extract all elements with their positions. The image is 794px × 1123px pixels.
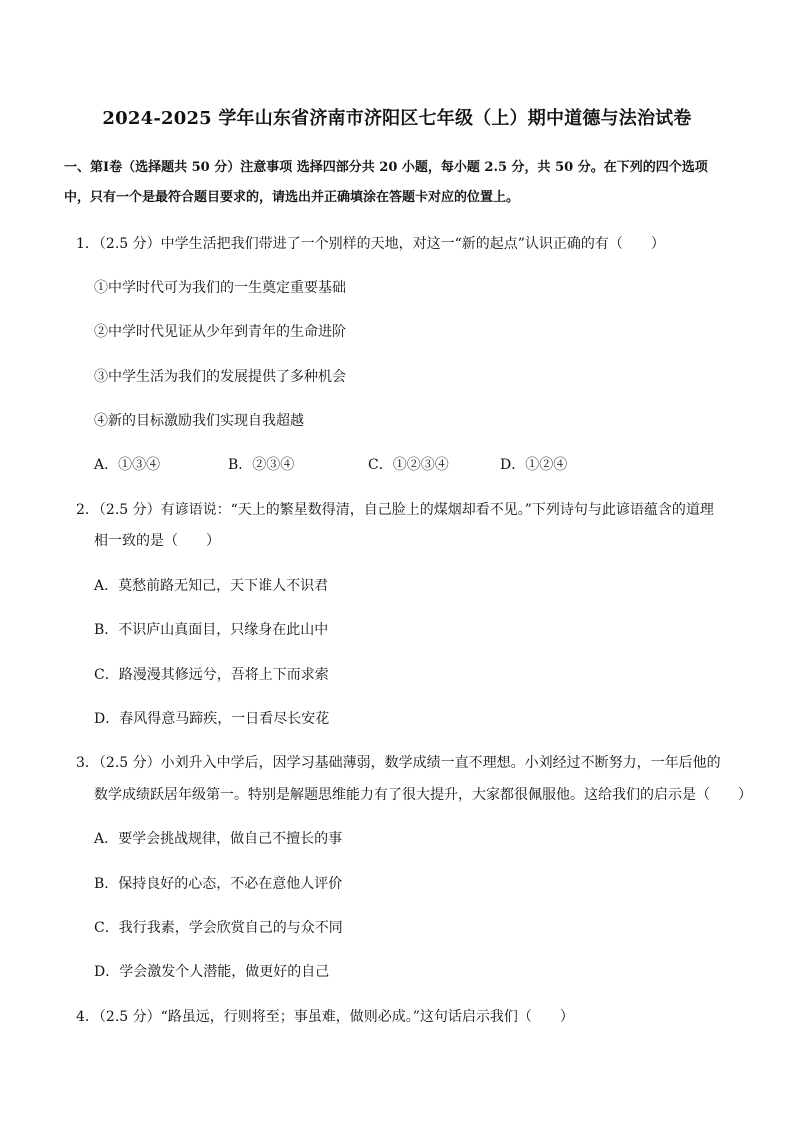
question-1-statement-3: ③中学生活为我们的发展提供了多种机会 — [94, 369, 346, 385]
question-2-stem-line-1: 2．（2.5 分）有谚语说：“天上的繁星数得清，自己脸上的煤烟却看不见。”下列诗句与此谚语蕴含的道理 — [76, 502, 714, 518]
question-1-statement-1: ①中学时代可为我们的一生奠定重要基础 — [94, 280, 346, 296]
question-3-stem-line-2: 数学成绩跃居年级第一。特别是解题思维能力有了很大提升，大家都很佩服他。这给我们的启示是（ ） — [94, 787, 752, 803]
question-2-option-a: A．莫愁前路无知己，天下谁人不识君 — [94, 578, 329, 594]
question-3-option-a: A．要学会挑战规律，做自己不擅长的事 — [94, 831, 343, 847]
question-4-stem: 4．（2.5 分）“路虽远，行则将至；事虽难，做则必成。”这句话启示我们（ ） — [76, 1009, 574, 1025]
question-2-option-c: C．路漫漫其修远兮，吾将上下而求索 — [94, 667, 329, 683]
question-1-choices — [94, 454, 694, 474]
question-1-choice-c: C．①②③④ — [368, 457, 449, 473]
question-2-stem-line-2: 相一致的是（ ） — [94, 533, 220, 549]
question-1-choice-b: B．②③④ — [228, 457, 295, 473]
question-1-stem: 1．（2.5 分）中学生活把我们带进了一个别样的天地，对这一“新的起点”认识正确的有（ ） — [76, 236, 665, 252]
question-3-option-d: D．学会激发个人潜能，做更好的自己 — [94, 964, 330, 980]
question-1-choice-a: A．①③④ — [94, 457, 161, 473]
question-2-option-b: B．不识庐山真面目，只缘身在此山中 — [94, 622, 329, 638]
question-3-option-b: B．保持良好的心态，不必在意他人评价 — [94, 876, 343, 892]
exam-title: 2024-2025 学年山东省济南市济阳区七年级（上）期中道德与法治试卷 — [102, 108, 692, 129]
question-1-statement-2: ②中学时代见证从少年到青年的生命进阶 — [94, 324, 346, 340]
question-1-statement-4: ④新的目标激励我们实现自我超越 — [94, 413, 304, 429]
question-1-choice-d: D．①②④ — [500, 457, 568, 473]
question-3-option-c: C．我行我素，学会欣赏自己的与众不同 — [94, 920, 343, 936]
section-header: 一、第Ⅰ卷（选择题共 50 分）注意事项 选择四部分共 20 小题，每小题 2.5 分，共 50 分。在下列的四个选项中，只有一个是最符合题目要求的，请选出并正确填涂在答题卡对应的位置上。 — [64, 160, 708, 205]
question-2-option-d: D．春风得意马蹄疾，一日看尽长安花 — [94, 711, 330, 727]
question-3-stem-line-1: 3．（2.5 分）小刘升入中学后，因学习基础薄弱，数学成绩一直不理想。小刘经过不断努力，一年后他的 — [76, 755, 721, 771]
